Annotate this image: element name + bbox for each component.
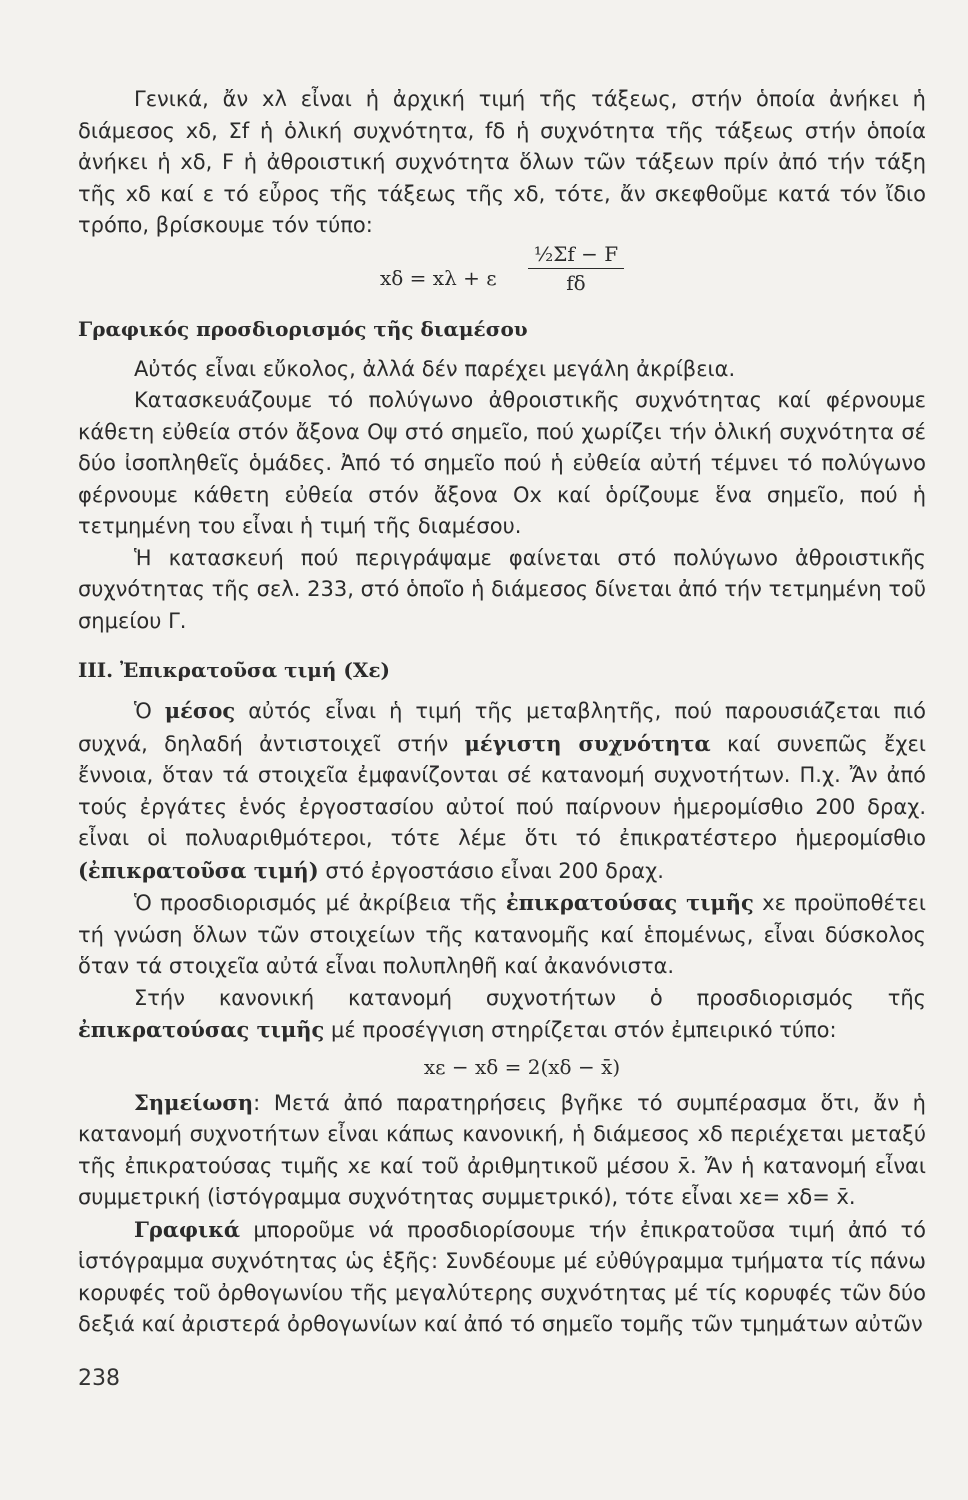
- paragraph-reference: Ἡ κατασκευή πού περιγράψαμε φαίνεται στό πολύγωνο ἀθροιστικῆς συχνότητας τῆς σελ. 233, στό ὁποῖο ἡ διάμεσος δίνεται ἀπό τήν τετμημένη τοῦ σημείου Γ.: [78, 545, 926, 633]
- paragraph-median-general: Γενικά, ἄν xλ εἶναι ἡ ἀρχική τιμή τῆς τάξεως, στήν ὁποία ἀνήκει ἡ διάμεσος xδ, Σf ἡ ὁλική συχνότητα, fδ ἡ συχνότητα τῆς τάξεως στήν ὁποία ἀνήκει ἡ xδ, F ἡ ἀθροιστική συχνότητα ὅλων τῶν τάξεων πρίν ἀπό τήν τάξη τῆς xδ καί ε τό εὖρος τῆς τάξεως τῆς xδ, τότε, ἄν σκεφθοῦμε κατά τόν ἴδιο τρόπο, βρίσκουμε τόν τύπο:: [78, 87, 926, 237]
- emphasis-graphically: Γραφικά: [134, 1216, 241, 1242]
- emphasis-mode-value: ἐπικρατούσας τιμῆς: [505, 890, 754, 915]
- paragraph-note: Σημείωση: Μετά ἀπό παρατηρήσεις βγῆκε τό συμπέρασμα ὅτι, ἄν ἡ κατανομή συχνοτήτων εἶναι κάπως κανονική, ἡ διάμεσος xδ περιέχεται μεταξύ τῆς ἐπικρατούσας τιμῆς xε καί τοῦ ἀριθμητικοῦ μέσου x̄. Ἄν ἡ κατανομή εἶναι συμμετρική (ἱστόγραμμα συχνότητας συμμετρικό), τότε εἶναι xε= xδ= x̄.: [78, 1089, 926, 1209]
- paragraph-mode-definition: Ὁ μέσος αὐτός εἶναι ἡ τιμή τῆς μεταβλητῆς, πού παρουσιάζεται πιό συχνά, δηλαδή ἀντιστοιχεῖ στήν μέγιστη συχνότητα καί συνεπῶς ἔχει ἔννοια, ὅταν τά στοιχεῖα ἐμφανίζονται σέ κατανομή συχνοτήτων. Π.χ. Ἄν ἀπό τούς ἐργάτες ἑνός ἐργοστασίου αὐτοί πού παίρνουν ἡμερομίσθιο 200 δραχ. εἶναι οἱ πολυαριθμότεροι, τότε λέμε ὅτι τό ἐπικρατέστερο ἡμερομίσθιο (ἐπικρατοῦσα τιμή) στό ἐργοστάσιο εἶναι 200 δραχ.: [78, 698, 926, 883]
- emphasis-mode-value-2: ἐπικρατούσας τιμῆς: [78, 1017, 325, 1042]
- paragraph-mode-precision: Ὁ προσδιορισμός μέ ἀκρίβεια τῆς ἐπικρατούσας τιμῆς xε προϋποθέτει τή γνώση ὅλων τῶν στοιχείων τῆς κατανομῆς καί ἑπομένως, εἶναι δύσκολος ὅταν τά στοιχεῖα αὐτά εἶναι πολυπληθῆ καί ἀκανόνιστα.: [78, 890, 926, 978]
- page-number: 238: [78, 1366, 120, 1391]
- median-formula-lhs: xδ = xλ + ε: [380, 265, 497, 290]
- median-formula-numerator: ½Σf − F: [528, 242, 624, 269]
- paragraph-construction: Κατασκευάζουμε τό πολύγωνο ἀθροιστικῆς συχνότητας καί φέρνουμε κάθετη εὐθεία στόν ἄξονα Οψ στό σημεῖο, πού χωρίζει τήν ὁλική συχνότητα σέ δύο ἰσοπληθεῖς ὁμάδες. Ἀπό τό σημεῖο πού ἡ εὐθεία αὐτή τέμνει τό πολύγωνο φέρνουμε κάθετη εὐθεία στόν ἄξονα Οx καί ὁρίζουμε ἕνα σημεῖο, πού ἡ τετμημένη του εἶναι ἡ τιμή τῆς διαμέσου.: [78, 388, 926, 538]
- emphasis-max-frequency: μέγιστη συχνότητα: [464, 730, 711, 756]
- emphasis-mode: (ἐπικρατοῦσα τιμή): [78, 857, 319, 883]
- paragraph-normal-distribution: Στήν κανονική κατανομή συχνοτήτων ὁ προσδιορισμός τῆς ἐπικρατούσας τιμῆς μέ προσέγγιση στηρίζεται στόν ἐμπειρικό τύπο:: [78, 985, 926, 1042]
- paragraph-ease: Αὐτός εἶναι εὔκολος, ἀλλά δέν παρέχει μεγάλη ἀκρίβεια.: [134, 356, 736, 381]
- empirical-formula: xε − xδ = 2(xδ − x̄): [423, 1054, 621, 1079]
- page-body: [78, 84, 926, 1341]
- median-formula-denominator: fδ: [566, 270, 586, 295]
- median-formula: [78, 242, 926, 314]
- median-formula-fraction: [528, 242, 624, 295]
- paragraph-graphical-mode: Γραφικά μποροῦμε νά προσδιορίσουμε τήν ἐπικρατοῦσα τιμή ἀπό τό ἱστόγραμμα συχνότητας ὡς ἑξῆς: Συνδέουμε μέ εὐθύγραμμα τμήματα τίς πάνω κορυφές τοῦ ὀρθογωνίου τῆς μεγαλύτερης συχνότητας μέ τίς κορυφές τῶν δύο δεξιά καί ἀριστερά ὀρθογωνίων καί ἀπό τό σημεῖο τομῆς τῶν τμημάτων αὐτῶν: [78, 1216, 926, 1336]
- emphasis-mesos: μέσος: [164, 698, 236, 723]
- note-label: Σημείωση: [134, 1089, 254, 1115]
- heading-mode: III. Ἐπικρατοῦσα τιμή (Xε): [78, 658, 390, 682]
- heading-graphical-median: Γραφικός προσδιορισμός τῆς διαμέσου: [78, 316, 528, 341]
